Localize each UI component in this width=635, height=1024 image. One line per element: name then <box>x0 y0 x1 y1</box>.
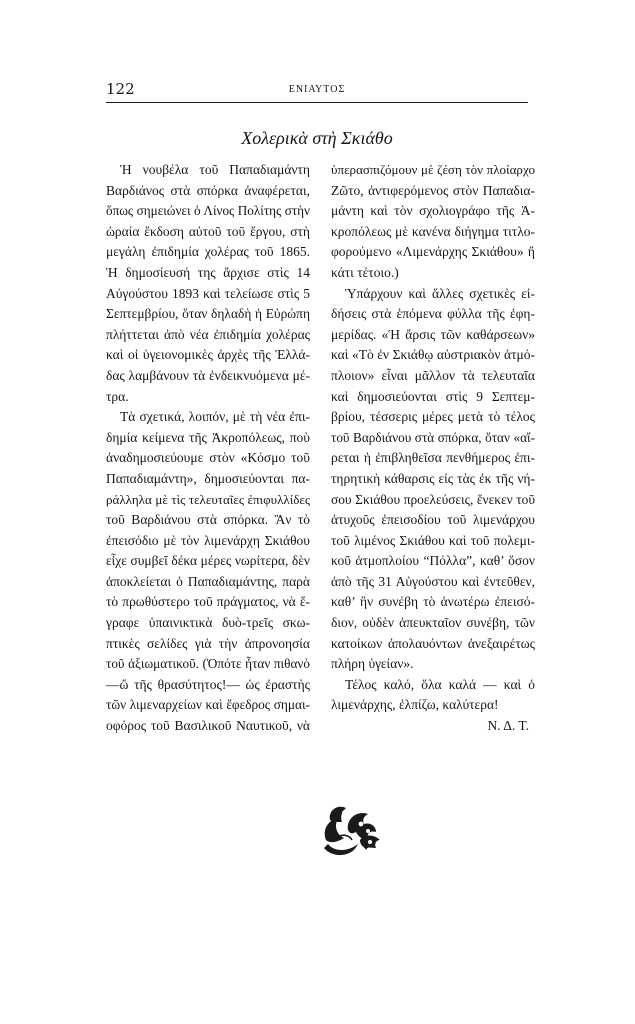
text-line: πτικὲς σελίδες γιὰ τὴν ἀπρονοησία <box>106 635 310 651</box>
text-line: ἀναδημοσιεύουμε στὸν «Κόσμο τοῦ <box>106 450 310 466</box>
right-text-column <box>331 160 535 737</box>
text-line: Ὑπάρχουν καὶ ἄλλες σχετικὲς εἰ- <box>345 285 535 301</box>
text-line: δημία κείμενα τῆς Ἀκροπόλεως, ποὺ <box>106 429 310 445</box>
text-line: πλήρη ὑγείαν». <box>331 656 414 672</box>
text-line: πλήττεται ἀπὸ νέα ἐπιδημία χολέρας <box>106 326 310 342</box>
running-head <box>106 80 528 103</box>
left-text-column <box>106 160 310 737</box>
text-line: Βαρδιάνος στὰ σπόρκα ἀναφέρεται, <box>106 182 310 198</box>
text-line: ὑπερασπιζόμουν μὲ ζέση τὸν πλοίαρχο <box>331 162 535 177</box>
text-line: οφόρος τοῦ Βασιλικοῦ Ναυτικοῦ, νὰ <box>106 718 310 734</box>
text-line: καὶ δημοσιεύονται στὶς 9 Σεπτεμ- <box>331 388 535 404</box>
text-line: φορούμενο «Λιμενάρχης Σκιάθου» ἤ <box>331 244 535 260</box>
text-line: Ν. Δ. Τ. <box>487 718 529 734</box>
text-line: τοῦ λιμένος Σκιάθου καὶ τοῦ πολεμι- <box>331 532 535 548</box>
page-number: 122 <box>106 80 135 98</box>
text-line: σου Σκιάθου προελεύσεις, ἕνεκεν τοῦ <box>331 491 535 507</box>
text-line: Σεπτεμβρίου, ὅταν δηλαδὴ ἡ Εὐρώπη <box>106 306 310 322</box>
text-line: μερίδας. «Ἡ ἄρσις τῶν καθάρσεων» <box>331 326 535 342</box>
text-line: Παπαδιαμάντη», δημοσιεύονται πα- <box>106 470 310 486</box>
text-line: τῶν λιμεναρχείων καὶ ἔφεδρος σημαι- <box>106 697 310 713</box>
text-line: Τὰ σχετικά, λοιπόν, μὲ τὴ νέα ἐπι- <box>120 409 310 425</box>
leaf-vine-ornament-icon <box>318 800 388 860</box>
text-line: κοῦ ἀτμοπλοίου “Πόλλα”, καθ’ ὅσον <box>331 553 535 569</box>
text-line: τοῦ Βαρδιάνου στὰ σπόρκα. Ἂν τὸ <box>106 512 310 528</box>
text-line: τὸ πρωθύστερο τοῦ πράγματος, νὰ ἔ- <box>106 594 310 610</box>
text-line: διον, οὐδὲν ἀπευκταῖον συνέβη, τῶν <box>331 615 535 631</box>
text-line: ἀποκλείεται ὁ Παπαδιαμάντης, παρὰ <box>106 573 310 589</box>
text-line: τοῦ Βαρδιάνου στὰ σπόρκα, ὅταν «αἴ- <box>331 429 535 445</box>
text-line: λιμενάρχης, ἐλπίζω, καλύτερα! <box>331 697 499 713</box>
text-line: ὡραία ἔκδοση αὐτοῦ τοῦ ἔργου, στὴ <box>106 223 310 239</box>
text-line: Ἡ νουβέλα τοῦ Παπαδιαμάντη <box>120 162 310 177</box>
text-line: κροπόλεως μὲ κανένα διήγημα τιτλο- <box>331 223 535 239</box>
text-line: κάτι τέτοιο.) <box>331 264 399 280</box>
text-line: μεγάλη ἐπιδημία χολέρας τοῦ 1865. <box>106 244 310 260</box>
text-line: τρα. <box>106 388 129 404</box>
article-title: Χολερικὰ στὴ Σκιάθο <box>241 128 393 148</box>
text-line: ἀπὸ τῆς 31 Αὐγούστου καὶ ἐντεῦθεν, <box>331 573 535 589</box>
text-line: Τέλος καλό, ὅλα καλά — καὶ ὁ <box>345 676 535 692</box>
text-line: τηρητικὴ κάθαρσις εἰς τὰς ἐκ τῆς νή- <box>331 470 535 486</box>
text-line: βρίου, τέσσερις μέρες μετὰ τὸ τέλος <box>331 409 535 425</box>
text-line: δας λαμβάνουν τὰ ἐνδεικνυόμενα μέ- <box>106 367 310 383</box>
journal-name: ΕΝΙΑΥΤΟΣ <box>288 84 346 95</box>
text-line: μάντη καὶ τὸν σχολιογράφο τῆς Ἀ- <box>331 203 535 219</box>
text-line: ἀτυχοῦς ἐπεισοδίου τοῦ λιμενάρχου <box>331 512 535 528</box>
text-line: πλοιον» εἶναι μᾶλλον τὰ τελευταῖα <box>331 367 535 383</box>
text-line: Ἡ δημοσίευσή της ἄρχισε στὶς 14 <box>106 264 310 280</box>
text-line: Αὐγούστου 1893 καὶ τελείωσε στὶς 5 <box>106 285 310 301</box>
text-line: ράλληλα μὲ τὶς τελευταῖες ἐπιφυλλίδες <box>106 491 310 507</box>
text-line: κατοίκων ἀπολαυόντων ἀνεξαιρέτως <box>331 635 535 651</box>
text-line: ὅπως σημειώνει ὁ Λίνος Πολίτης στὴν <box>106 203 310 219</box>
text-line: τοῦ ἀξιωματικοῦ. (Ὁπότε ἦταν πιθανὸ <box>106 656 310 672</box>
text-line: ἐπεισόδιο μὲ τὸν λιμενάρχη Σκιάθου <box>106 532 310 548</box>
text-line: καθ’ ἣν συνέβη τὸ ἀνωτέρω ἐπεισό- <box>331 594 535 610</box>
text-line: εἶχε συμβεῖ δέκα μέρες νωρίτερα, δὲν <box>106 553 310 569</box>
text-line: δήσεις στὰ ἑπόμενα φύλλα τῆς ἐφη- <box>331 306 535 322</box>
text-line: γραφε ὑπαινικτικὰ δυὸ-τρεῖς σκω- <box>106 615 310 631</box>
text-line: —ὤ τῆς θρασύτητος!— ὡς ἐραστὴς <box>106 676 310 692</box>
text-line: καὶ «Τὸ ἐν Σκιάθῳ αὐστριακὸν ἀτμό- <box>331 347 535 363</box>
text-line: Ζῶτο, ἀντιφερόμενος στὸν Παπαδια- <box>331 182 535 198</box>
text-line: καὶ οἱ ὑγειονομικὲς ἀρχὲς τῆς Ἑλλά- <box>106 347 310 363</box>
text-line: ρεται ἡ ἐπιβληθεῖσα πενθήμερος ἐπι- <box>331 450 535 466</box>
